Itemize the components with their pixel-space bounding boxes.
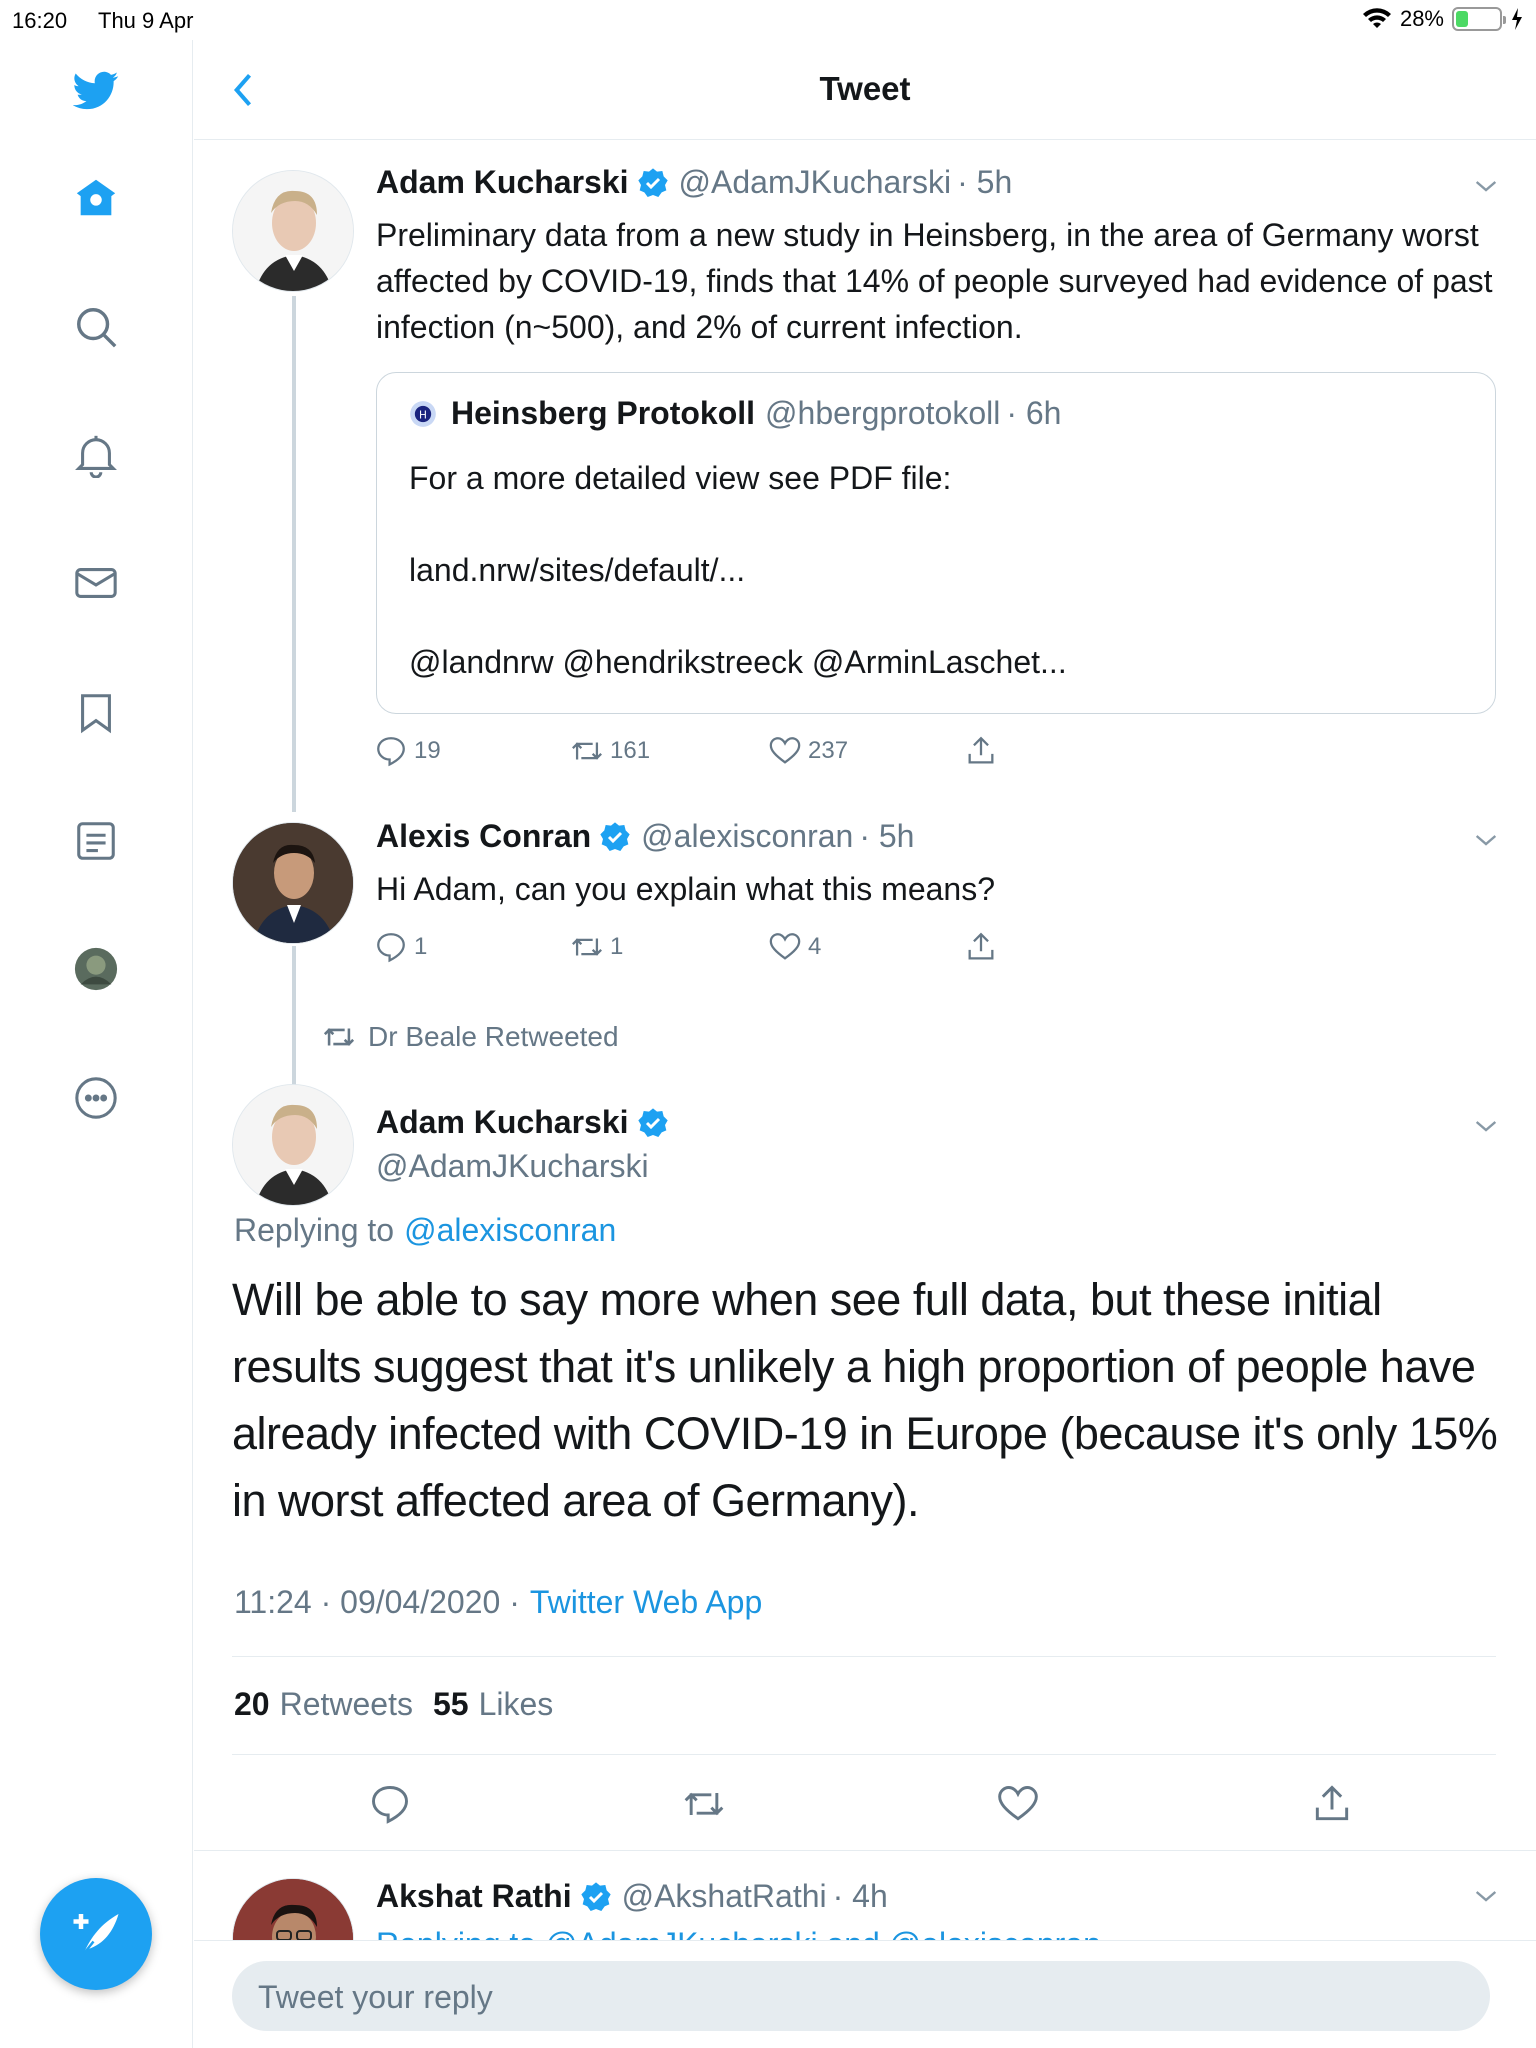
like-button[interactable] — [768, 734, 964, 768]
notifications-bell-icon[interactable] — [66, 425, 126, 485]
author-handle[interactable]: @AdamJKucharski — [376, 1148, 649, 1184]
main-tweet-author[interactable] — [376, 1104, 669, 1141]
replying-to — [234, 1212, 616, 1249]
engagement-stats — [234, 1686, 553, 1723]
heart-icon — [768, 930, 802, 964]
avatar[interactable] — [232, 170, 354, 292]
divider — [232, 1754, 1496, 1755]
author-name[interactable]: Adam Kucharski — [376, 1104, 629, 1140]
quote-line-3: @landnrw @hendrikstreeck @ArminLaschet... — [409, 644, 1067, 680]
heinsberg-logo-icon — [409, 400, 437, 428]
page-title: Tweet — [819, 70, 911, 107]
author-handle[interactable]: @AkshatRathi — [621, 1878, 827, 1914]
like-stat[interactable] — [433, 1686, 553, 1723]
retweeted-by-label[interactable]: Dr Beale Retweeted — [368, 1021, 619, 1052]
charging-icon — [1510, 7, 1524, 31]
tweet-time: · 5h — [957, 164, 1013, 200]
retweeted-by — [322, 1020, 619, 1054]
sidebar — [0, 40, 193, 2048]
avatar[interactable] — [232, 1084, 354, 1206]
retweet-icon — [570, 930, 604, 964]
divider — [232, 1656, 1496, 1657]
chevron-down-icon[interactable] — [1470, 1110, 1502, 1142]
retweet-count: 161 — [610, 737, 651, 764]
status-right — [1362, 6, 1524, 32]
like-label: Likes — [478, 1686, 554, 1722]
share-icon — [964, 930, 998, 964]
replying-to-handle[interactable]: @alexisconran — [404, 1212, 617, 1248]
author-name[interactable]: Alexis Conran — [376, 818, 592, 854]
verified-badge-icon — [580, 1881, 612, 1913]
tweet-actions — [374, 734, 998, 768]
quote-header — [409, 395, 1061, 432]
messages-mail-icon[interactable] — [66, 553, 126, 613]
retweet-button[interactable] — [570, 930, 768, 964]
retweet-total: 20 — [234, 1686, 270, 1722]
tweet-timestamp: 11:24 · 09/04/2020 · — [234, 1584, 520, 1620]
reply-count: 1 — [414, 933, 428, 960]
quote-line-2: land.nrw/sites/default/... — [409, 552, 746, 588]
status-bar — [0, 0, 1536, 40]
status-time: 16:20 — [12, 8, 68, 33]
tweet-header — [376, 164, 1012, 201]
verified-badge-icon — [637, 1107, 669, 1139]
thread-line — [292, 296, 296, 812]
quote-line-1: For a more detailed view see PDF file: — [409, 460, 952, 496]
wifi-icon — [1362, 7, 1392, 31]
author-name[interactable]: Adam Kucharski — [376, 164, 629, 200]
more-options-icon[interactable] — [66, 1068, 126, 1128]
retweet-button[interactable] — [682, 1782, 996, 1826]
author-name[interactable]: Akshat Rathi — [376, 1878, 572, 1914]
search-icon[interactable] — [66, 297, 126, 357]
home-icon[interactable] — [66, 168, 126, 228]
tweet-time: · 4h — [832, 1878, 888, 1914]
retweet-count: 1 — [610, 933, 624, 960]
reply-icon — [368, 1782, 412, 1826]
quoted-tweet[interactable] — [376, 372, 1496, 714]
like-count: 237 — [808, 737, 849, 764]
top-bar — [194, 40, 1536, 140]
avatar[interactable] — [232, 822, 354, 944]
chevron-down-icon[interactable] — [1470, 170, 1502, 202]
share-button[interactable] — [1310, 1782, 1354, 1826]
battery-percent: 28% — [1399, 6, 1444, 31]
heart-icon — [768, 734, 802, 768]
retweet-stat[interactable] — [234, 1686, 413, 1723]
quote-author-handle: @hbergprotokoll — [765, 395, 1001, 431]
reply-count: 19 — [414, 737, 441, 764]
reply-button[interactable] — [374, 734, 570, 768]
compose-tweet-button[interactable] — [40, 1878, 152, 1990]
tweet-meta — [234, 1584, 762, 1621]
retweet-icon — [682, 1782, 726, 1826]
compose-feather-icon — [66, 1904, 126, 1964]
main-tweet-text: Will be able to say more when see full data, but these initial results suggest that it's unlikely a high proportion of people have already infected with COVID-19 in Europe (because it's only 15% in worst affected area of Germany). — [232, 1274, 1498, 1526]
main-tweet-actions — [368, 1782, 1354, 1826]
like-button[interactable] — [768, 930, 964, 964]
divider — [194, 1850, 1536, 1851]
thread-line — [292, 946, 296, 1086]
lists-icon[interactable] — [66, 811, 126, 871]
status-date: Thu 9 Apr — [98, 8, 194, 33]
retweet-icon — [570, 734, 604, 768]
replying-to-label: Replying to — [234, 1212, 395, 1248]
tweet-header — [376, 1878, 888, 1915]
reply-button[interactable] — [374, 930, 570, 964]
like-button[interactable] — [996, 1782, 1310, 1826]
share-icon — [964, 734, 998, 768]
chevron-down-icon[interactable] — [1470, 824, 1502, 856]
retweet-button[interactable] — [570, 734, 768, 768]
share-button[interactable] — [964, 930, 998, 964]
like-count: 4 — [808, 933, 822, 960]
chevron-down-icon[interactable] — [1470, 1880, 1502, 1912]
tweet-header — [376, 818, 914, 855]
twitter-logo-icon[interactable] — [66, 60, 126, 120]
like-total: 55 — [432, 1686, 469, 1722]
heart-icon — [996, 1782, 1040, 1826]
quote-time: · 6h — [1006, 395, 1062, 431]
verified-badge-icon — [599, 821, 631, 853]
tweet-actions — [374, 930, 998, 964]
svg-text:H: H — [419, 409, 427, 422]
profile-avatar[interactable] — [66, 939, 126, 999]
verified-badge-icon — [637, 167, 669, 199]
quote-author-name: Heinsberg Protokoll — [451, 395, 756, 431]
retweet-icon — [322, 1020, 356, 1054]
reply-bar — [194, 1940, 1536, 2048]
tweet-text: Hi Adam, can you explain what this means? — [376, 871, 995, 907]
tweet-source-link[interactable]: Twitter Web App — [529, 1584, 763, 1620]
reply-input[interactable]: Tweet your reply — [232, 1961, 1490, 2031]
bookmarks-icon[interactable] — [66, 683, 126, 743]
reply-icon — [374, 734, 408, 768]
share-button[interactable] — [964, 734, 998, 768]
main-tweet-handle[interactable] — [376, 1148, 649, 1185]
reply-icon — [374, 930, 408, 964]
retweet-label: Retweets — [279, 1686, 413, 1722]
share-icon — [1310, 1782, 1354, 1826]
tweet-time: · 5h — [859, 818, 915, 854]
author-handle[interactable]: @AdamJKucharski — [678, 164, 952, 200]
reply-button[interactable] — [368, 1782, 682, 1826]
battery-icon — [1452, 7, 1502, 31]
tweet-text: Preliminary data from a new study in Heinsberg, in the area of Germany worst affected by COVID-19, finds that 14% of people surveyed had evidence of past infection (n~500), and 2% of current infection. — [376, 217, 1493, 345]
author-handle[interactable]: @alexisconran — [641, 818, 854, 854]
